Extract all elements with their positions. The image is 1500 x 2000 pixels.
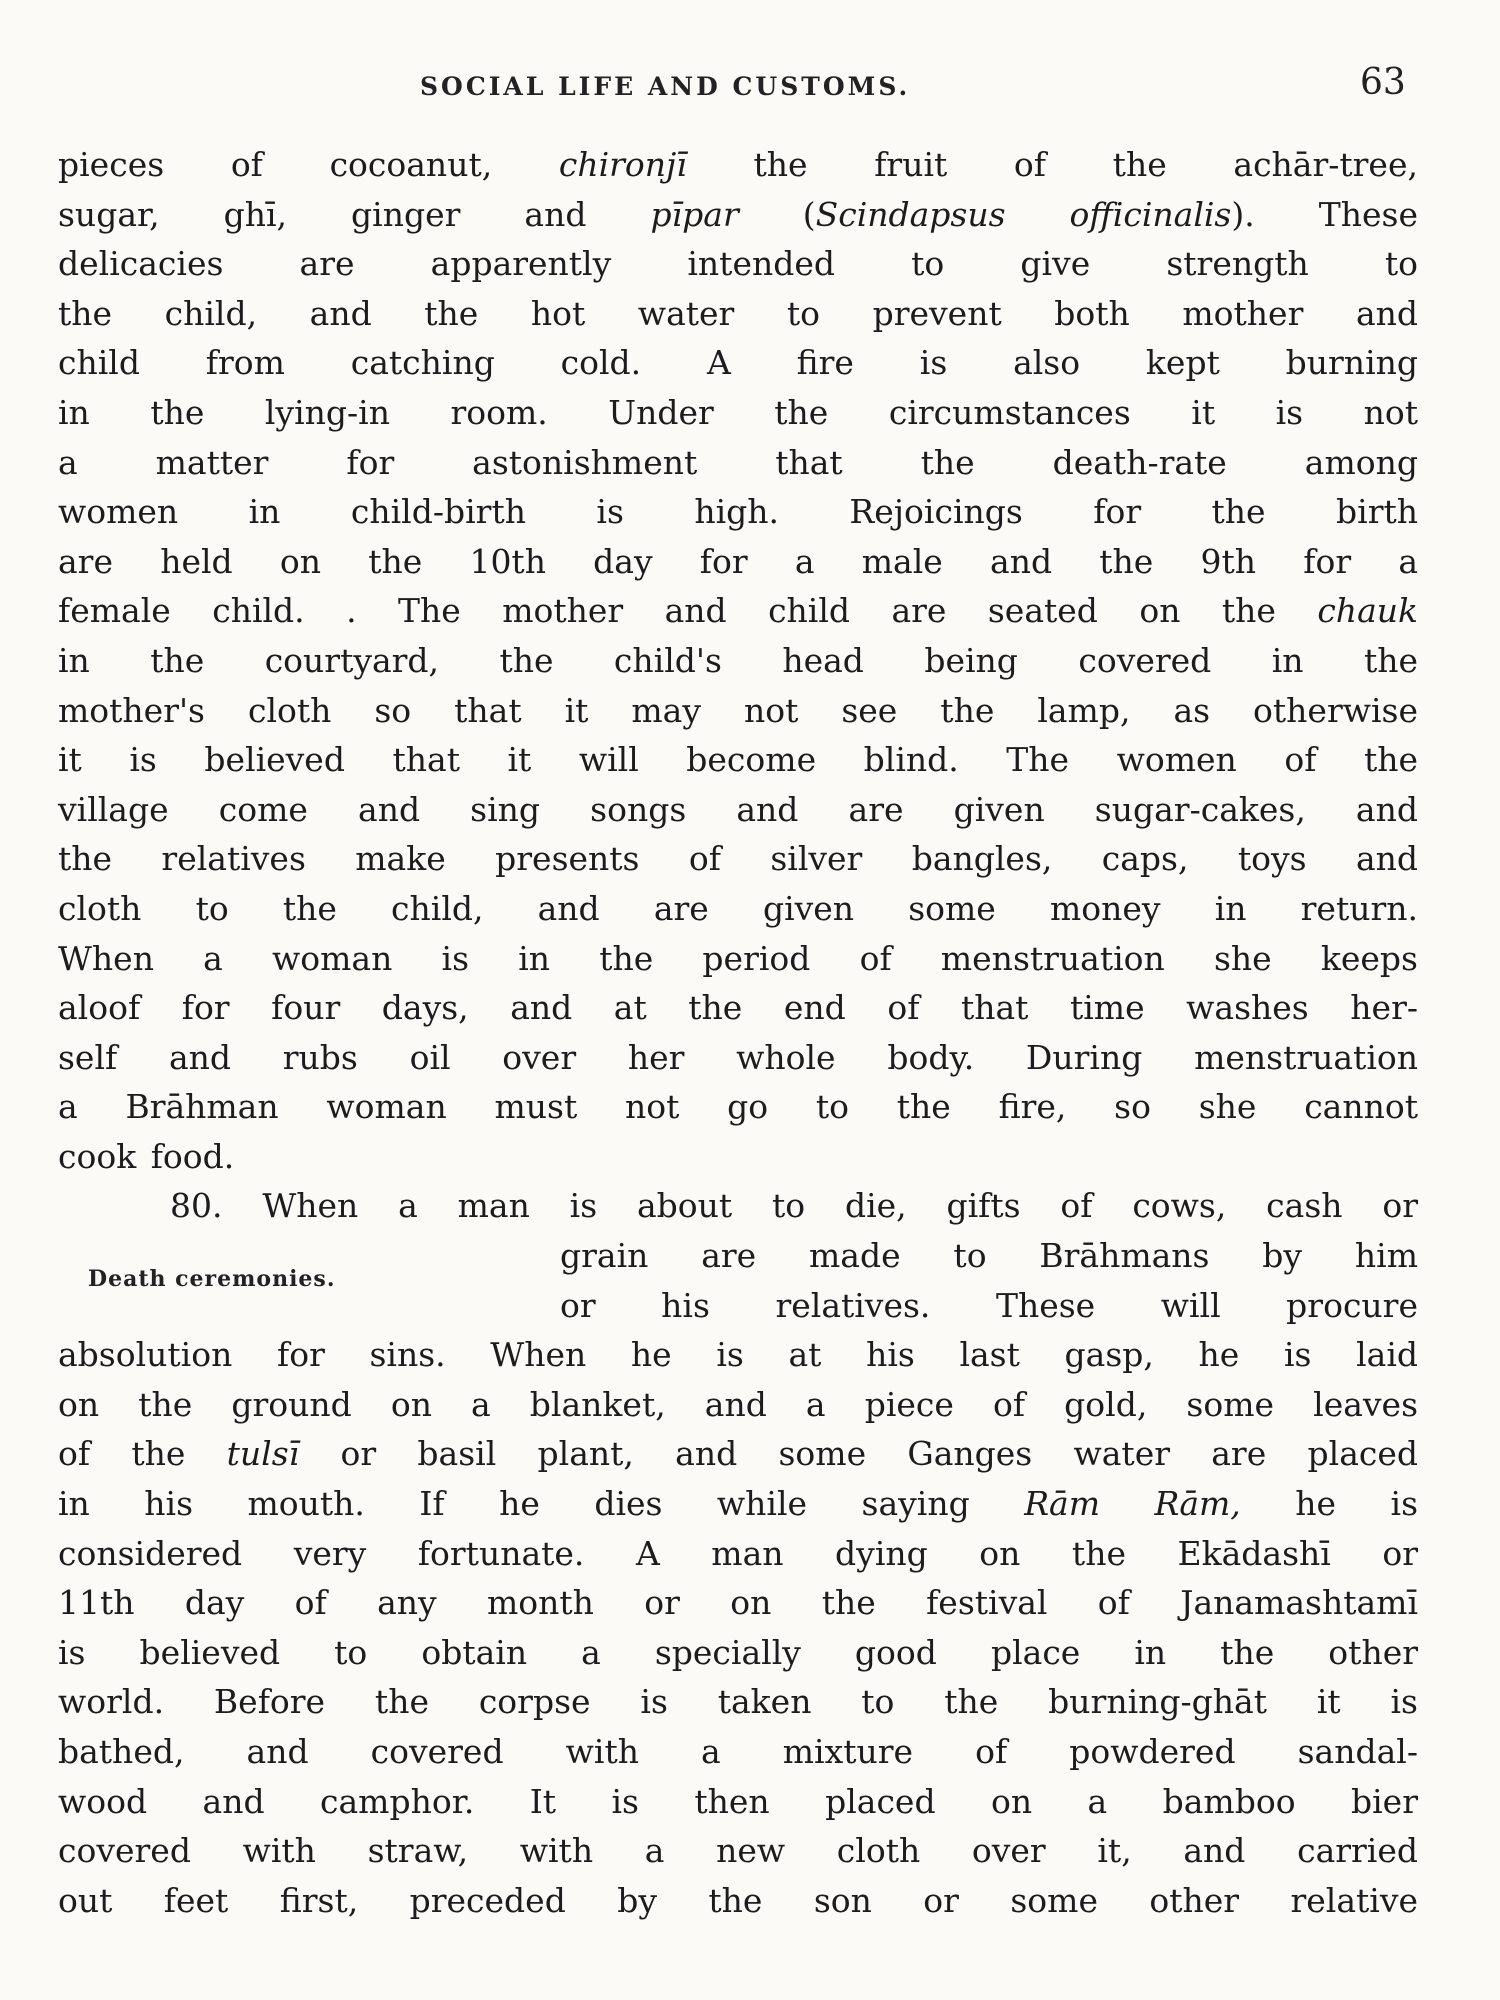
text-line: or his relatives. These will procure bbox=[560, 1285, 1418, 1325]
text-line: delicacies are apparently intended to give strength to bbox=[58, 244, 1418, 284]
text-line: world. Before the corpse is taken to the burning-ghāt it is bbox=[58, 1682, 1418, 1722]
page-number: 63 bbox=[1360, 62, 1406, 103]
text-line: cook food. bbox=[58, 1136, 235, 1176]
text-line: on the ground on a blanket, and a piece of gold, some leaves bbox=[58, 1384, 1418, 1424]
text-line: covered with straw, with a new cloth over it, and carried bbox=[58, 1831, 1418, 1871]
text-line: pieces of cocoanut, chironjī the fruit of the achār-tree, bbox=[58, 145, 1418, 184]
text-line: mother's cloth so that it may not see the lamp, as otherwise bbox=[58, 690, 1418, 730]
text-line: absolution for sins. When he is at his last gasp, he is laid bbox=[58, 1335, 1418, 1375]
text-line: female child. . The mother and child are seated on the chauk bbox=[58, 591, 1418, 631]
text-line: a matter for astonishment that the death-rate among bbox=[58, 442, 1418, 482]
text-line: the relatives make presents of silver bangles, caps, toys and bbox=[58, 839, 1418, 879]
body-text bbox=[58, 140, 1418, 1925]
text-line: the child, and the hot water to prevent both mother and bbox=[58, 293, 1418, 333]
text-line: child from catching cold. A fire is also kept burning bbox=[58, 343, 1418, 383]
text-line: a Brāhman woman must not go to the fire, so she cannot bbox=[58, 1087, 1418, 1127]
text-line: village come and sing songs and are given sugar-cakes, and bbox=[58, 789, 1418, 829]
text-line: grain are made to Brāhmans by him bbox=[560, 1236, 1418, 1276]
text-line: women in child-birth is high. Rejoicings for the birth bbox=[58, 492, 1418, 532]
text-line: are held on the 10th day for a male and the 9th for a bbox=[58, 541, 1418, 581]
text-line: sugar, ghī, ginger and pīpar (Scindapsus officinalis). These bbox=[58, 194, 1418, 234]
text-line: in his mouth. If he dies while saying Rām Rām, he is bbox=[58, 1484, 1419, 1524]
text-line: cloth to the child, and are given some money in return. bbox=[58, 888, 1418, 928]
margin-note: Death ceremonies. bbox=[88, 1266, 336, 1292]
text-line: in the courtyard, the child's head being covered in the bbox=[58, 640, 1418, 680]
text-line: in the lying-in room. Under the circumstances it is not bbox=[58, 392, 1418, 432]
text-line: wood and camphor. It is then placed on a bamboo bier bbox=[58, 1781, 1418, 1821]
text-line: is believed to obtain a specially good place in the other bbox=[58, 1632, 1418, 1672]
text-line: self and rubs oil over her whole body. During menstruation bbox=[58, 1037, 1418, 1077]
text-line: 11th day of any month or on the festival of Janamashtamī bbox=[58, 1583, 1418, 1623]
text-line: When a woman is in the period of menstruation she keeps bbox=[58, 938, 1418, 978]
text-line: it is believed that it will become blind. The women of the bbox=[58, 740, 1418, 780]
paragraph-start-line: 80. When a man is about to die, gifts of cows, cash or bbox=[170, 1186, 1418, 1226]
running-head: SOCIAL LIFE AND CUSTOMS. bbox=[420, 72, 911, 101]
text-line: out feet first, preceded by the son or some other relative bbox=[58, 1880, 1418, 1920]
text-line: considered very fortunate. A man dying on the Ekādashī or bbox=[58, 1533, 1418, 1573]
text-line: of the tulsī or basil plant, and some Ganges water are placed bbox=[58, 1434, 1418, 1474]
text-line: aloof for four days, and at the end of that time washes her- bbox=[58, 988, 1418, 1028]
text-line: bathed, and covered with a mixture of powdered sandal- bbox=[58, 1732, 1418, 1771]
